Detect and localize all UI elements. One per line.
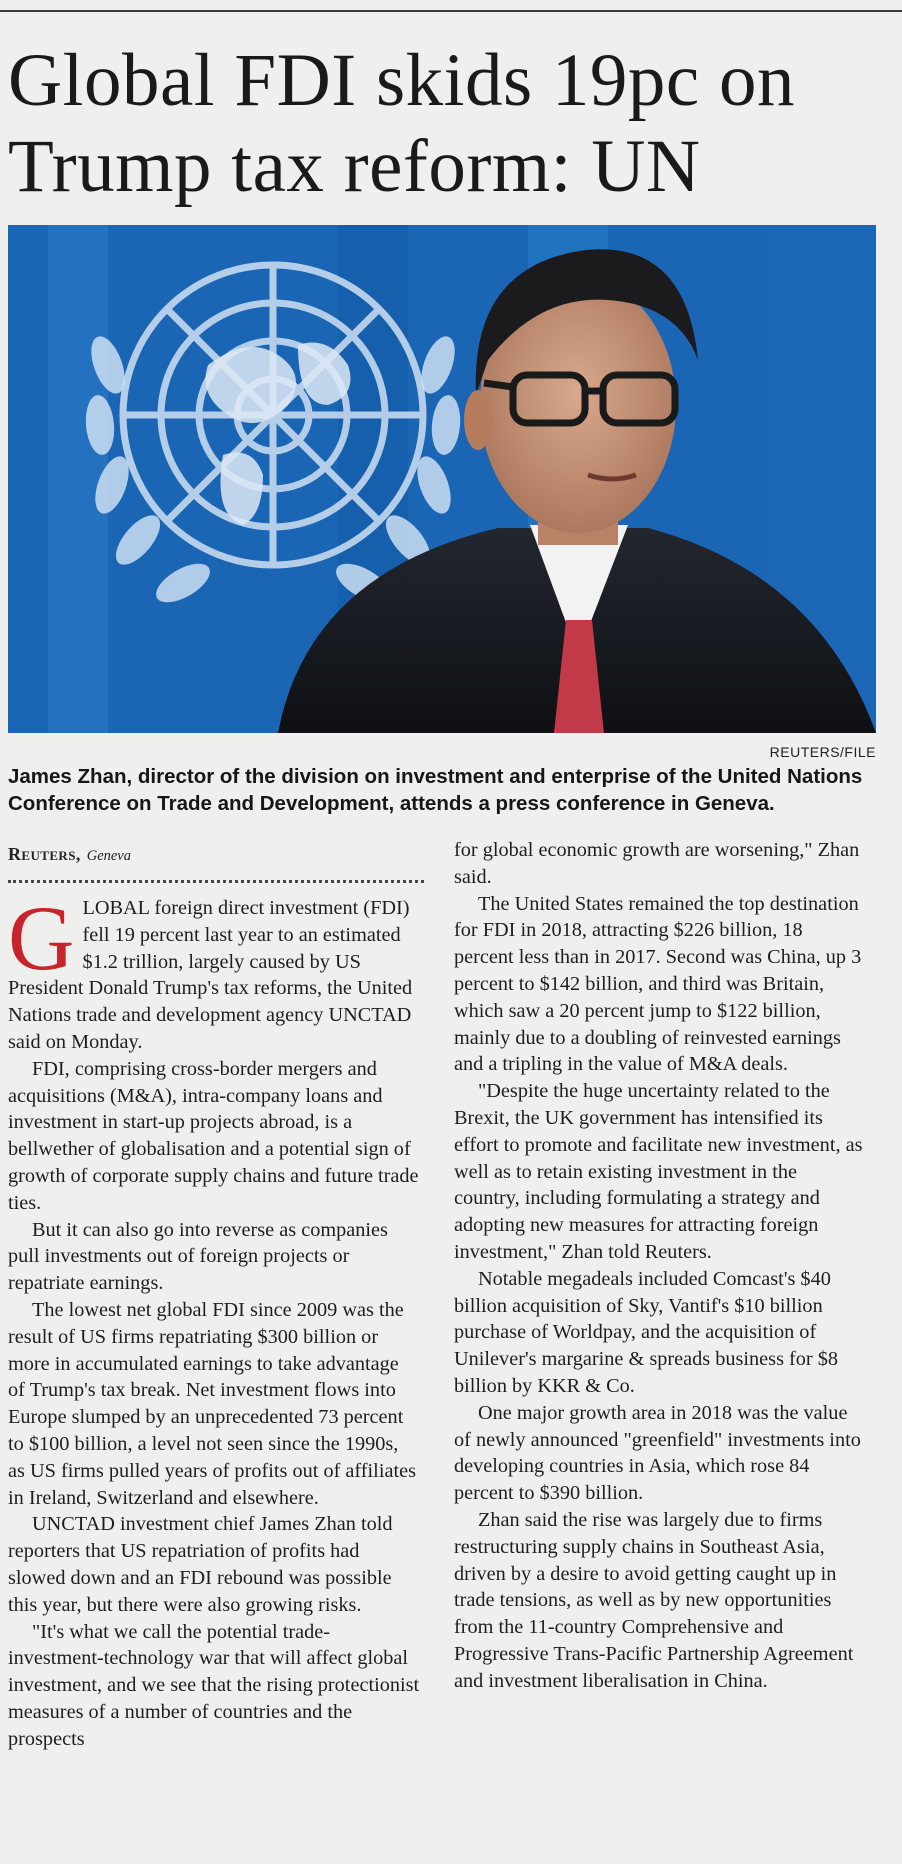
byline bbox=[8, 844, 131, 865]
top-rule bbox=[0, 10, 902, 12]
paragraph: But it can also go into reverse as companies pull investments out of foreign projects or repatriate earnings. bbox=[8, 1218, 388, 1295]
byline-location: Geneva bbox=[86, 848, 131, 864]
paragraph: The lowest net global FDI since 2009 was the result of US firms repatriating $300 billion or more in accumulated earnings to take advantage of Trump's tax break. Net investment flows into Europe slumped by an unprecedented 73 percent to $100 billion, a level not seen since the 1990s, as US firms pulled years of profits out of affiliates in Ireland, Switzerland and elsewhere. bbox=[8, 1298, 416, 1509]
article-column-2 bbox=[454, 837, 866, 1695]
paragraph-continuation: for global economic growth are worsening," Zhan said. bbox=[454, 839, 860, 888]
paragraph: "It's what we call the potential trade-investment-technology war that will affect global investment, and we see that the rising protectionist measures of a number of countries and the prospects bbox=[8, 1620, 420, 1750]
lead-paragraph bbox=[8, 887, 420, 1056]
un-press-conference-photo bbox=[8, 225, 876, 733]
photo-caption: James Zhan, director of the division on investment and enterprise of the United Nations Conference on Trade and Development, attends a press conference in Geneva. bbox=[8, 765, 863, 815]
lead-text: LOBAL foreign direct investment (FDI) fell 19 percent last year to an estimated $1.2 trillion, largely caused by US President Donald Trump's tax reforms, the United Nations trade and development agency UNCTAD said on Monday. bbox=[8, 897, 413, 1053]
dotted-divider bbox=[8, 880, 424, 883]
paragraph: The United States remained the top destination for FDI in 2018, attracting $226 billion, 18 percent less than in 2017. Second was China, up 3 percent to $142 billion, and third was Britain, which saw a 20 percent jump to $122 billion, mainly due to a doubling of reinvested earnings and a tripling in the value of M&A deals. bbox=[454, 892, 862, 1076]
photo-credit: REUTERS/FILE bbox=[769, 744, 876, 760]
paragraph: "Despite the huge uncertainty related to the Brexit, the UK government has intensified its effort to promote and facilitate new investment, as well as to retain existing investment in the country, including formulating a strategy and adopting new measures for attracting foreign investment," Zhan told Reuters. bbox=[454, 1080, 863, 1263]
paragraph: Notable megadeals included Comcast's $40 billion acquisition of Sky, Vantif's $10 billion purchase of Worldpay, and the acquisition of Unilever's margarine & spreads business for $8 billion by KKR & Co. bbox=[454, 1267, 839, 1397]
paragraph: UNCTAD investment chief James Zhan told reporters that US repatriation of profits had slowed down and an FDI rebound was possible this year, but there were also growing risks. bbox=[8, 1513, 393, 1616]
paragraph: One major growth area in 2018 was the value of newly announced "greenfield" investments into developing countries in Asia, which rose 84 percent to $390 billion. bbox=[454, 1401, 861, 1505]
drop-cap: G bbox=[8, 887, 75, 989]
byline-agency: Reuters, bbox=[8, 844, 81, 864]
headline: Global FDI skids 19pc on Trump tax reform: UN bbox=[8, 39, 795, 208]
article-column-1 bbox=[8, 887, 420, 1753]
paragraph: FDI, comprising cross-border mergers and acquisitions (M&A), intra-company loans and investment in start-up projects abroad, is a bellwether of globalisation and a potential sign of growth of corporate supply chains and future trade ties. bbox=[8, 1057, 419, 1214]
news-photo bbox=[8, 225, 876, 733]
paragraph: Zhan said the rise was largely due to firms restructuring supply chains in Southeast Asia, driven by a desire to avoid getting caught up in trade tensions, as well as by new opportunities from the 11-country Comprehensive and Progressive Trans-Pacific Partnership Agreement and investment liberalisation in China. bbox=[454, 1508, 854, 1692]
